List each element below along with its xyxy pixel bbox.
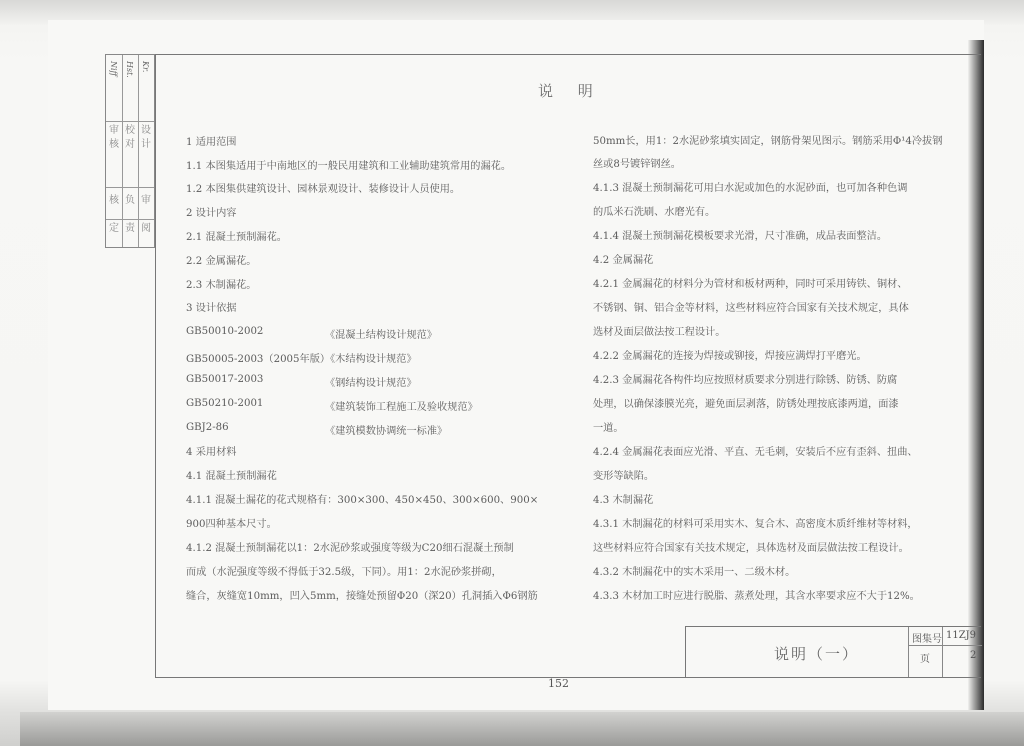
sidebar-label: 核 (109, 139, 119, 150)
text-line: 900四种基本尺寸。 (186, 519, 277, 530)
sidebar-label: 阅 (141, 223, 151, 234)
text-line: 2.1 混凝土预制漏花。 (186, 232, 287, 243)
reference-code: GB50210-2001 (186, 398, 264, 409)
text-line: 2.3 木制漏花。 (186, 280, 257, 291)
text-line: 变形等缺陷。 (593, 471, 655, 482)
text-line: 不锈钢、铜、铝合金等材料，这些材料应符合国家有关技术规定，具体 (593, 303, 909, 314)
text-line: 1.1 本图集适用于中南地区的一般民用建筑和工业辅助建筑常用的漏花。 (186, 161, 512, 172)
sidebar-label: 定 (109, 223, 119, 234)
text-line: 而成（水泥强度等级不得低于32.5级，下同）。用1：2水泥砂浆拼砌， (186, 567, 502, 578)
text-line: 4.2 金属漏花 (593, 255, 654, 266)
text-line: 4.3.1 木制漏花的材料可采用实木、复合木、高密度木质纤维材等材料， (593, 519, 918, 530)
reference-title: 《建筑模数协调统一标准》 (325, 426, 448, 437)
reference-code: GB50005-2003（2005年版） (186, 354, 331, 365)
reference-code: GB50010-2002 (186, 326, 264, 337)
reference-title: 《木结构设计规范》 (325, 354, 417, 365)
sidebar-label: 核 (109, 195, 119, 206)
sidebar-label: 审 (141, 195, 151, 206)
text-line: 4.1.4 混凝土预制漏花模板要求光滑，尺寸准确，成品表面整洁。 (593, 231, 888, 242)
title-block (685, 626, 981, 678)
sidebar-divider (106, 187, 154, 188)
title-block-divider (942, 627, 943, 677)
text-line: 4.1.2 混凝土预制漏花以1：2水泥砂浆或强度等级为C20细石混凝土预制 (186, 543, 514, 554)
reference-title: 《混凝土结构设计规范》 (325, 330, 438, 341)
text-line: 这些材料应符合国家有关技术规定，具体选材及面层做法按工程设计。 (593, 543, 909, 554)
reference-title: 《钢结构设计规范》 (325, 378, 417, 389)
text-line: 4.1.1 混凝土漏花的花式规格有：300×300、450×450、300×600、900× (186, 495, 539, 506)
page-number: 152 (548, 677, 569, 690)
text-line: 4.2.2 金属漏花的连接为焊接或铆接，焊接应满焊打平磨光。 (593, 351, 867, 362)
page-value: 2 (970, 650, 977, 661)
reference-code: GB50017-2003 (186, 374, 264, 385)
text-line: 4 采用材料 (186, 447, 237, 458)
sidebar-label: 设 (141, 125, 151, 136)
page-label: 页 (920, 654, 930, 665)
sidebar-divider (106, 121, 154, 122)
atlas-number-label: 图集号 (912, 634, 942, 645)
text-line: 丝或8号镀锌钢丝。 (593, 159, 681, 170)
text-line: 4.3.2 木制漏花中的实木采用一、二级木材。 (593, 567, 796, 578)
approval-sidebar (105, 54, 155, 248)
text-line: 4.2.3 金属漏花各构件均应按照材质要求分别进行除锈、防锈、防腐 (593, 375, 898, 386)
text-line: 一道。 (593, 423, 624, 434)
text-line: 4.3.3 木材加工时应进行脱脂、蒸煮处理，其含水率要求应不大于12%。 (593, 591, 920, 602)
text-line: 选材及面层做法按工程设计。 (593, 327, 726, 338)
reference-title: 《建筑装饰工程施工及验收规范》 (325, 402, 478, 413)
sidebar-label: 校 (125, 125, 135, 136)
reference-code: GBJ2-86 (186, 422, 229, 433)
signature: Niff (109, 61, 118, 77)
drawing-name: 说明（一） (774, 645, 860, 663)
text-line: 4.2.4 金属漏花表面应光滑、平直、无毛刺，安装后不应有歪斜、扭曲、 (593, 447, 918, 458)
text-line: 3 设计依据 (186, 303, 237, 314)
text-line: 1 适用范围 (186, 137, 237, 148)
text-line: 1.2 本图集供建筑设计、园林景观设计、装修设计人员使用。 (186, 184, 461, 195)
text-line: 处理，以确保漆膜光亮，避免面层剥落，防锈处理按底漆两道，面漆 (593, 399, 899, 410)
text-line: 50mm长，用1：2水泥砂浆填实固定，钢筋骨架见图示。钢筋采用Φ¹4冷拔钢 (593, 136, 943, 147)
atlas-number-value: 11ZJ9 (946, 630, 977, 641)
sidebar-divider (106, 219, 154, 220)
text-line: 4.1 混凝土预制漏花 (186, 471, 277, 482)
bottom-edge-shadow (20, 712, 1024, 746)
sidebar-label: 对 (125, 139, 135, 150)
text-line: 4.3 木制漏花 (593, 495, 654, 506)
text-line: 4.1.3 混凝土预制漏花可用白水泥或加色的水泥砂面，也可加各种色调 (593, 183, 908, 194)
sidebar-label: 责 (125, 223, 135, 234)
text-line: 2 设计内容 (186, 208, 237, 219)
drawing-name-cell (686, 627, 909, 677)
signature: Kr. (141, 61, 150, 73)
sidebar-label: 审 (109, 125, 119, 136)
signature: Hst. (125, 61, 134, 78)
title-block-divider (908, 645, 982, 646)
text-line: 缝合，灰缝宽10mm，凹入5mm，接缝处预留Φ20（深20）孔洞插入Φ6钢筋 (186, 591, 538, 602)
text-line: 4.2.1 金属漏花的材料分为管材和板材两种，同时可采用铸铁、铜材、 (593, 279, 908, 290)
text-line: 的瓜米石洗刷、水磨光有。 (593, 207, 716, 218)
text-line: 2.2 金属漏花。 (186, 256, 257, 267)
sidebar-label: 负 (125, 195, 135, 206)
sidebar-label: 计 (141, 139, 151, 150)
page-title: 说 明 (538, 82, 603, 100)
